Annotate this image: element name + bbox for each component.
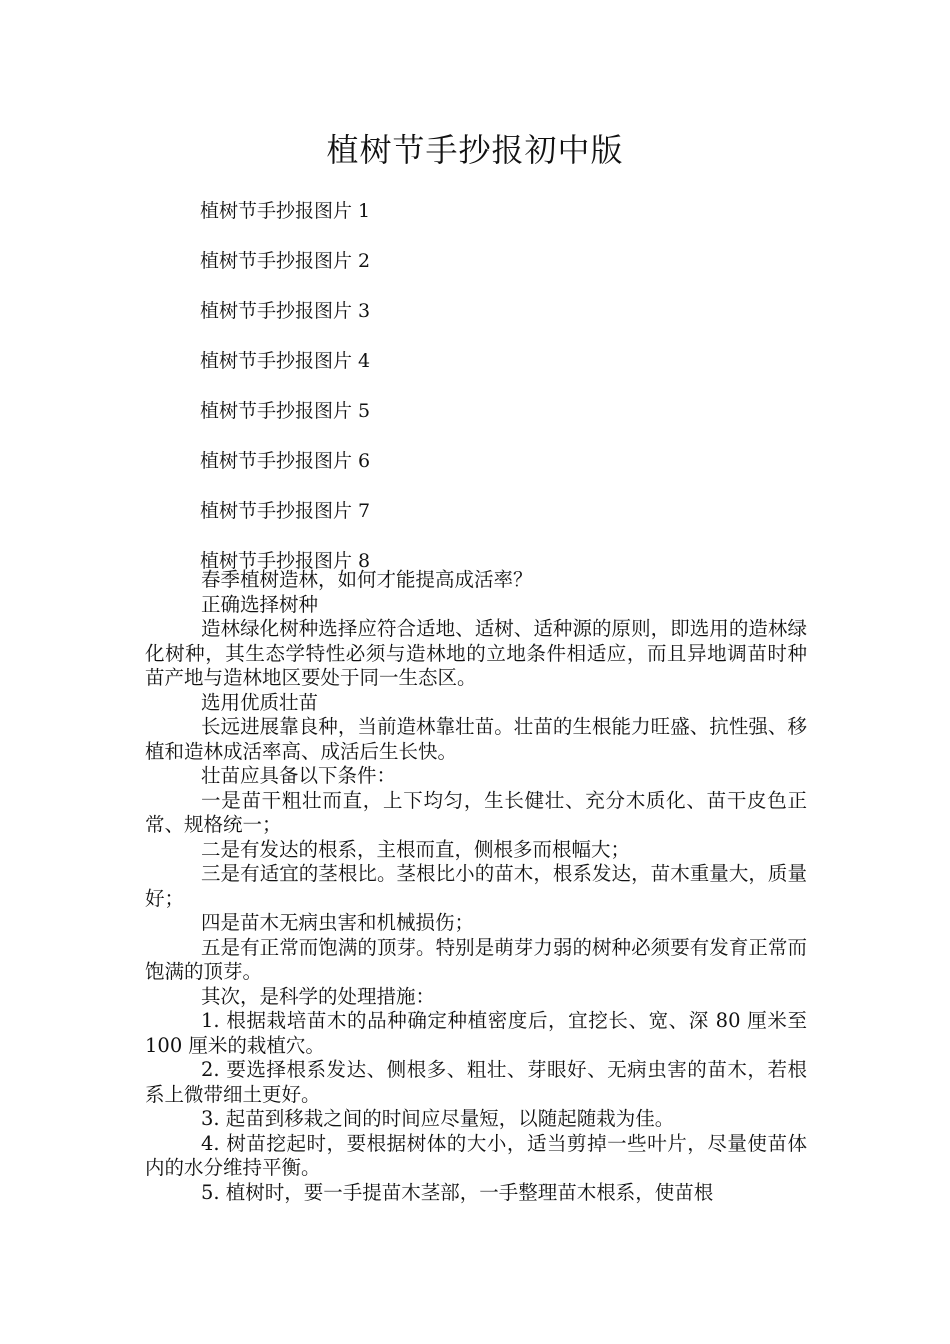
body-paragraph: 长远进展靠良种，当前造林靠壮苗。壮苗的生根能力旺盛、抗性强、移植和造林成活率高、成活后生长快。 [145,715,807,763]
condition-item: 三是有适宜的茎根比。茎根比小的苗木，根系发达，苗木重量大，质量好； [145,862,807,910]
condition-item: 一是苗干粗壮而直，上下均匀，生长健壮、充分木质化、苗干皮色正常、规格统一； [145,788,807,836]
body-paragraph: 壮苗应具备以下条件： [201,764,397,787]
body-paragraph: 其次，是科学的处理措施： [201,984,436,1008]
body-paragraph: 造林绿化树种选择应符合适地、适树、适种源的原则，即选用的造林绿化树种，其生态学特性必须与造林地的立地条件相适应，而且异地调苗时种苗产地与造林地区要处于同一生态区。 [145,617,807,689]
step-item: 2. 要选择根系发达、侧根多、粗壮、芽眼好、无病虫害的苗木，若根系上微带细土更好。 [145,1058,807,1106]
step-item: 1. 根据栽培苗木的品种确定种植密度后，宜挖长、宽、深 80 厘米至 100 厘米的栽植穴。 [145,1009,807,1057]
condition-item: 五是有正常而饱满的顶芽。特别是萌芽力弱的树种必须要有发育正常而饱满的顶芽。 [145,935,807,983]
section-heading: 选用优质壮苗 [201,690,319,714]
image-caption: 植树节手抄报图片 8 [200,550,371,572]
step-item: 3. 起苗到移栽之间的时间应尽量短，以随起随栽为佳。 [201,1107,675,1130]
image-caption: 植树节手抄报图片 1 [200,200,371,222]
condition-item: 四是苗木无病虫害和机械损伤； [201,911,475,934]
image-caption: 植树节手抄报图片 5 [200,400,371,422]
image-caption-list [200,196,370,596]
condition-item: 二是有发达的根系，主根而直，侧根多而根幅大； [201,837,631,861]
image-caption: 植树节手抄报图片 4 [200,350,371,372]
image-caption: 植树节手抄报图片 3 [200,300,371,322]
image-caption: 植树节手抄报图片 6 [200,450,371,472]
page-title: 植树节手抄报初中版 [326,131,624,169]
step-item: 4. 树苗挖起时，要根据树体的大小，适当剪掉一些叶片，尽量使苗体内的水分维持平衡。 [145,1131,807,1179]
step-item: 5. 植树时，要一手提苗木茎部，一手整理苗木根系，使苗根 [201,1180,714,1204]
section-question: 春季植树造林，如何才能提高成活率？ [201,568,533,591]
section-heading: 正确选择树种 [201,592,319,616]
image-caption: 植树节手抄报图片 2 [200,250,371,272]
image-caption: 植树节手抄报图片 7 [200,500,371,522]
article-body [145,568,807,1205]
